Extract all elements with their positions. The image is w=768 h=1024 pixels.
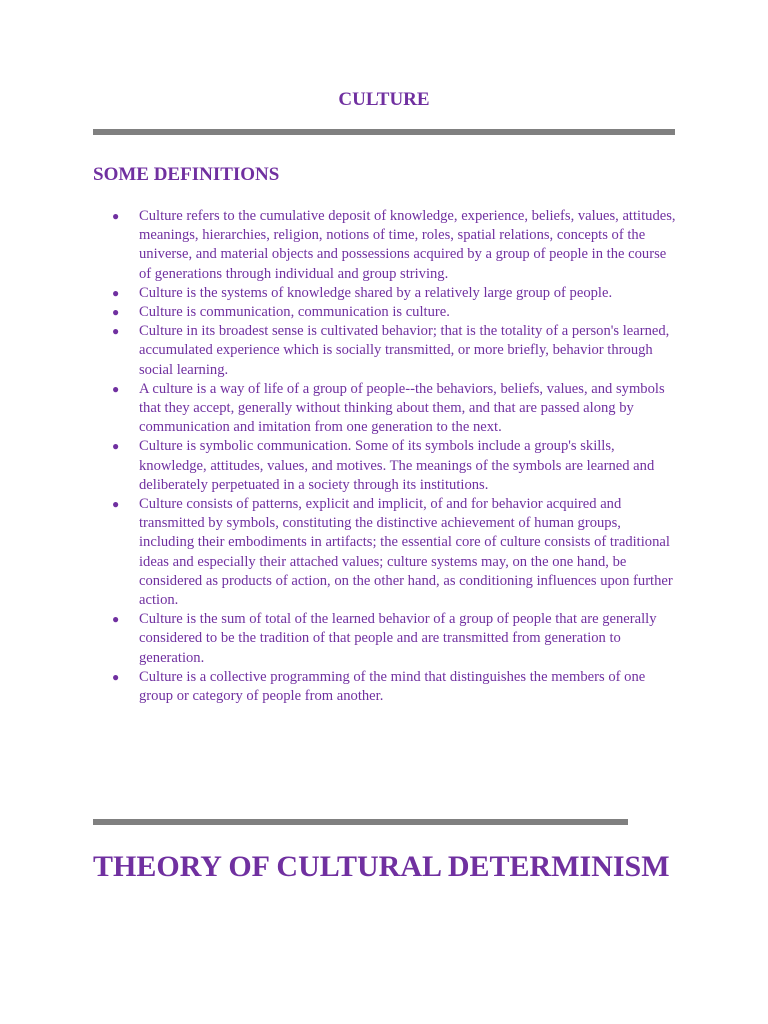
bullet-icon: ●	[112, 669, 120, 684]
definition-text: A culture is a way of life of a group of people--the behaviors, beliefs, values, and symbols that they accept, generally without thinking about them, and that are passed along by communication and imitation from one generation to the next.	[139, 380, 665, 436]
definition-text: Culture consists of patterns, explicit and implicit, of and for behavior acquired and transmitted by symbols, constituting the distinctive achievement of human groups, including their embodiments in artifacts; the essential core of culture consists of traditional ideas and especially their attached values; culture systems may, on the one hand, be considered as products of action, on the other hand, as conditioning influences upon further action.	[139, 496, 673, 609]
list-item	[112, 322, 678, 380]
list-item	[112, 207, 678, 284]
bullet-icon: ●	[112, 305, 120, 320]
bullet-icon: ●	[112, 209, 120, 223]
definition-text: Culture is the sum of total of the learned behavior of a group of people that are generally considered to be the tradition of that people and are transmitted from generation to generation.	[139, 611, 657, 666]
bullet-icon: ●	[112, 497, 120, 512]
section-heading: SOME DEFINITIONS	[93, 164, 280, 185]
top-divider	[93, 129, 675, 135]
list-item	[112, 380, 678, 438]
bottom-divider	[93, 819, 628, 825]
list-item	[112, 610, 678, 668]
definition-text: Culture is communication, communication is culture.	[139, 304, 450, 321]
bullet-icon: ●	[112, 439, 120, 454]
bullet-icon: ●	[112, 324, 120, 339]
definition-text: Culture is the systems of knowledge shared by a relatively large group of people.	[139, 284, 613, 301]
list-item	[112, 668, 678, 706]
list-item	[112, 284, 678, 303]
document-title: CULTURE	[338, 89, 430, 110]
bullet-icon: ●	[112, 285, 120, 300]
definition-text: Culture in its broadest sense is cultivated behavior; that is the totality of a person's learned, accumulated experience which is socially transmitted, or more briefly, behavior through social learning.	[139, 323, 670, 378]
list-item	[112, 495, 678, 610]
definition-text: Culture is symbolic communication. Some of its symbols include a group's skills, knowledge, attitudes, values, and motives. The meanings of the symbols are learned and deliberately perpetuated in a society through its institutions.	[139, 438, 655, 493]
next-section-heading: THEORY OF CULTURAL DETERMINISM	[93, 850, 670, 883]
list-item	[112, 437, 678, 495]
bullet-icon: ●	[112, 612, 120, 627]
bullet-icon: ●	[112, 381, 120, 396]
definition-text: Culture refers to the cumulative deposit of knowledge, experience, beliefs, values, attitudes, meanings, hierarchies, religion, notions of time, roles, spatial relations, concepts of the universe, and material objects and possessions acquired by a group of people in the course of generations through individual and group striving.	[139, 208, 676, 282]
definitions-list	[93, 207, 678, 706]
definition-text: Culture is a collective programming of the mind that distinguishes the members of one group or category of people from another.	[139, 668, 646, 705]
list-item	[112, 303, 678, 322]
